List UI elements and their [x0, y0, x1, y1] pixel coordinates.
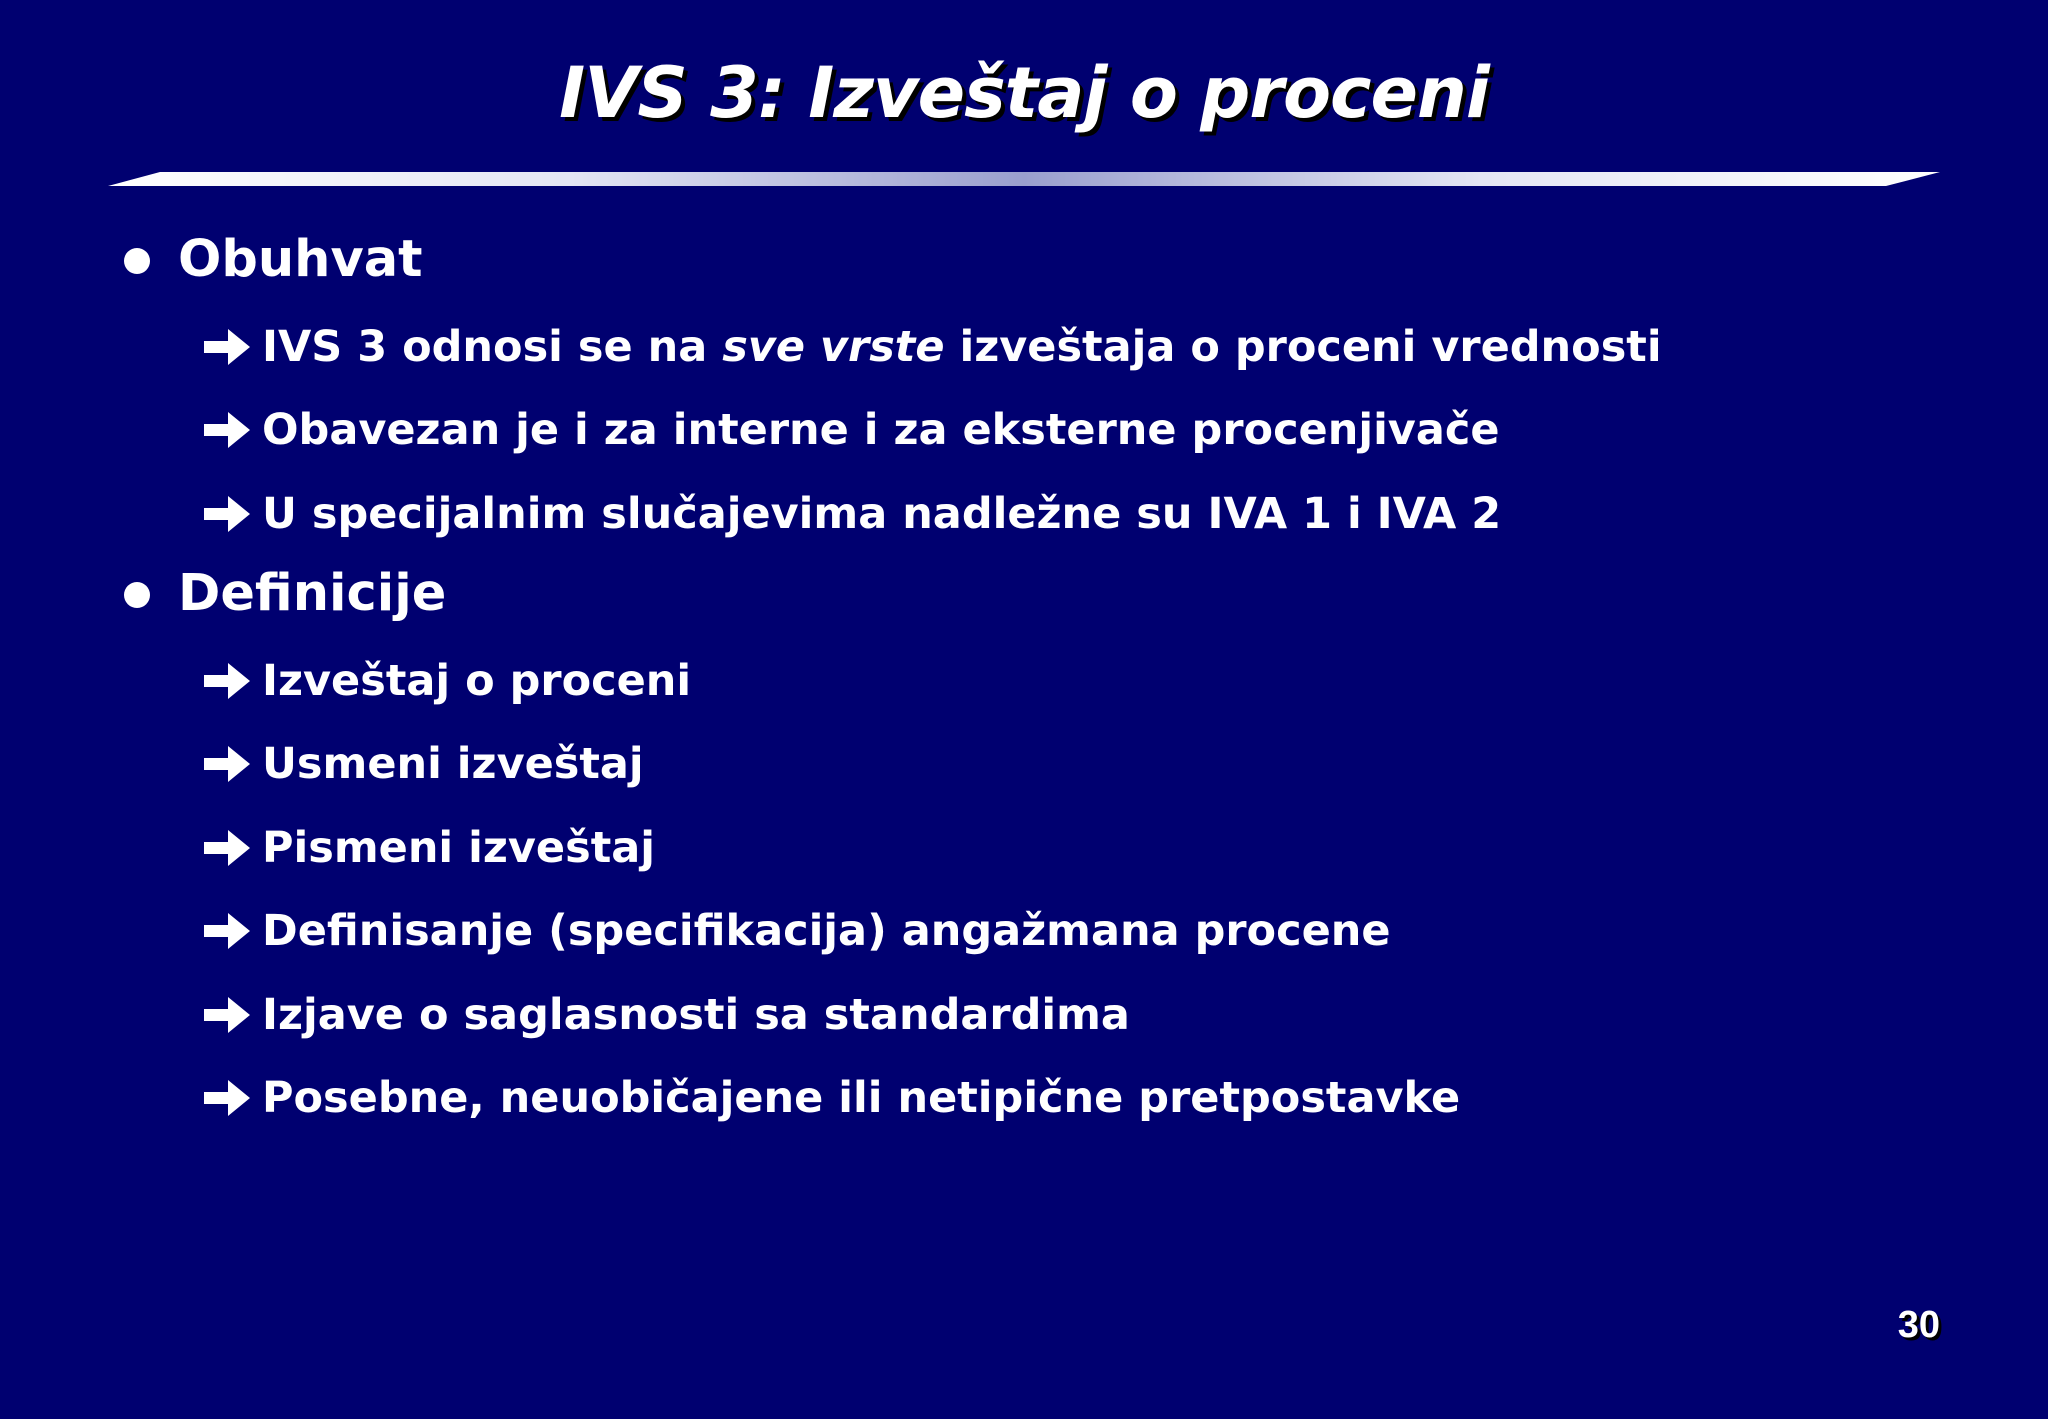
sub-bullet-text: Usmeni izveštaj: [262, 739, 644, 789]
filled-circle-icon: [124, 248, 150, 274]
section-heading: Obuhvat: [178, 230, 423, 289]
right-arrow-icon: [204, 744, 250, 784]
sub-bullet-text: Obavezan je i za interne i za eksterne procenjivače: [262, 405, 1500, 455]
sub-bullet-text: Izveštaj o proceni: [262, 656, 692, 706]
sub-bullet-text: Posebne, neuobičajene ili netipične pretpostavke: [262, 1073, 1461, 1123]
section-heading: Definicije: [178, 564, 447, 623]
sub-bullet-text: Pismeni izveštaj: [262, 823, 656, 873]
filled-circle-icon: [124, 582, 150, 608]
right-arrow-icon: [204, 995, 250, 1035]
right-arrow-icon: [204, 1078, 250, 1118]
title-divider: [108, 170, 1940, 190]
right-arrow-icon: [204, 327, 250, 367]
text-segment: IVS 3 odnosi se na: [262, 322, 723, 372]
right-arrow-icon: [204, 911, 250, 951]
sub-bullet-text: [262, 317, 1662, 377]
right-arrow-icon: [204, 494, 250, 534]
right-arrow-icon: [204, 410, 250, 450]
sub-bullet-text: U specijalnim slučajevima nadležne su IVA 1 i IVA 2: [262, 489, 1502, 539]
text-segment: izveštaja o proceni vrednosti: [944, 322, 1662, 372]
right-arrow-icon: [204, 828, 250, 868]
slide-title: IVS 3: Izveštaj o proceni: [559, 52, 1489, 134]
sub-bullet-text: Izjave o saglasnosti sa standardima: [262, 990, 1130, 1040]
right-arrow-icon: [204, 661, 250, 701]
sub-bullet-text: Definisanje (specifikacija) angažmana procene: [262, 906, 1391, 956]
emphasized-text: sve vrste: [722, 322, 945, 372]
page-number: 30: [1897, 1304, 1940, 1346]
